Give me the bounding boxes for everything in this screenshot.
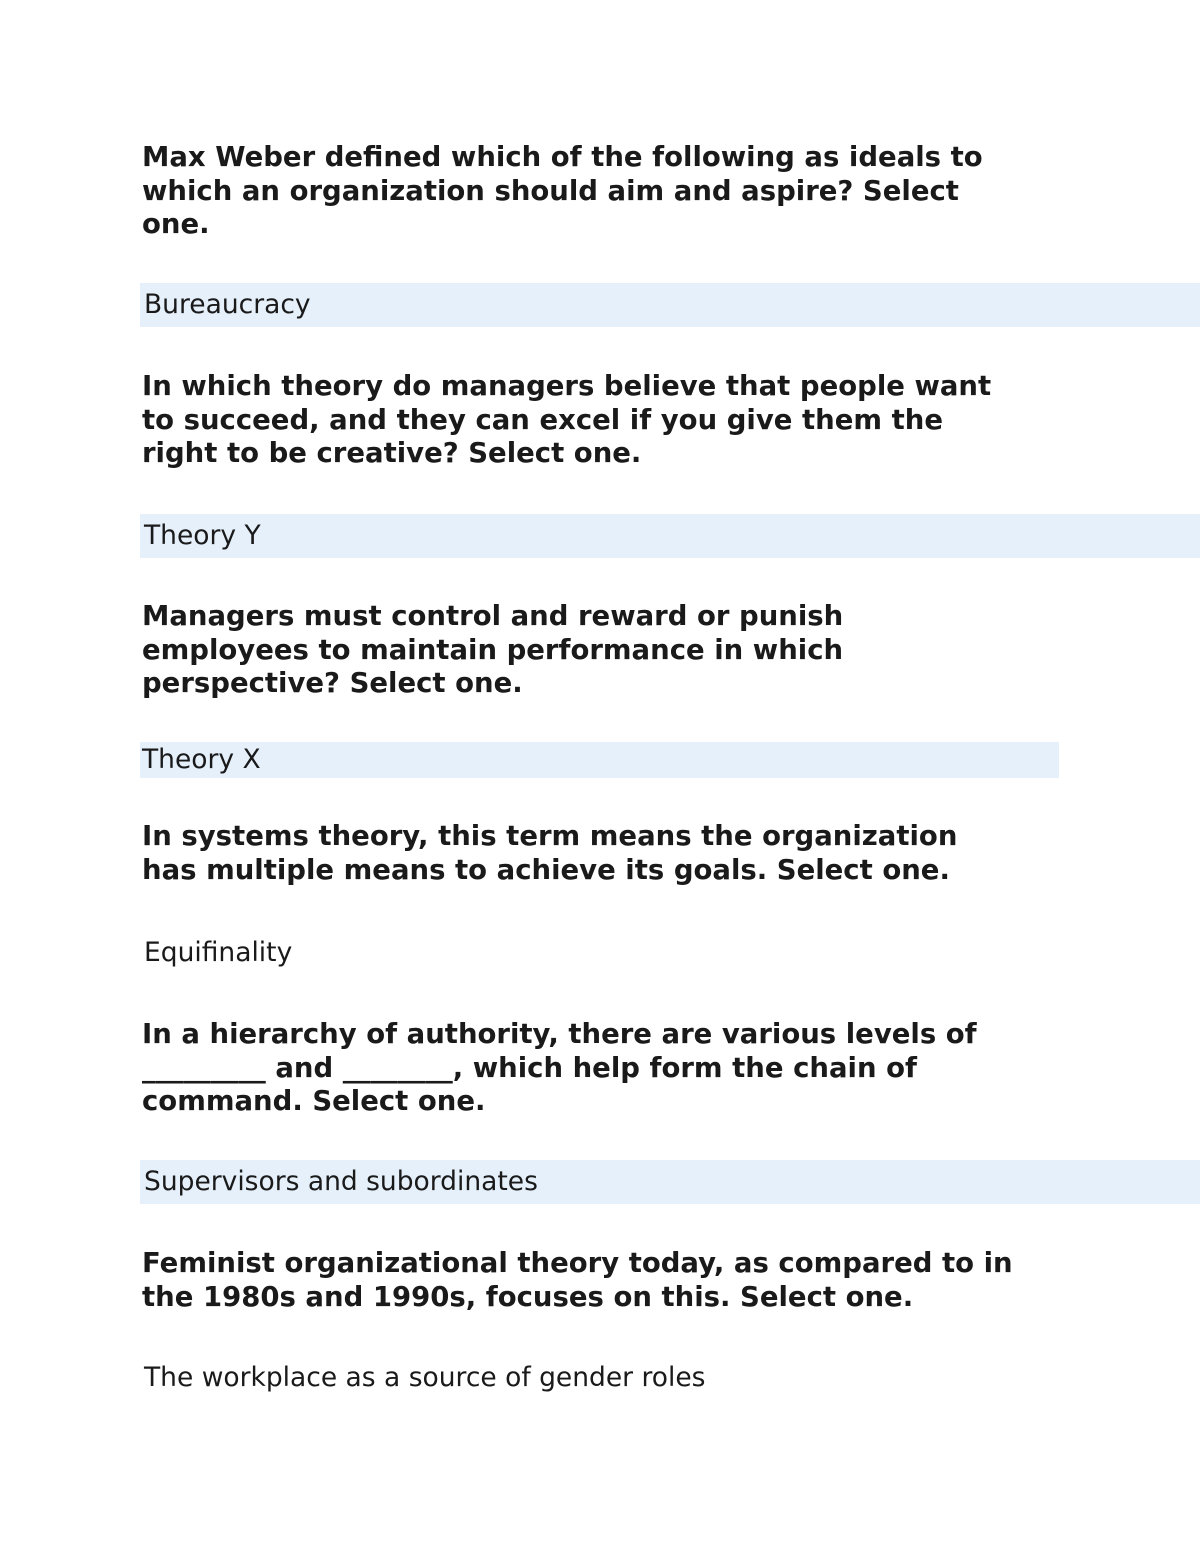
answer-text: Equifinality: [144, 937, 293, 968]
answer-text: Theory Y: [140, 514, 1200, 558]
question-text: Feminist organizational theory today, as compared to in the 1980s and 1990s, focuses on this. Select one.: [142, 1247, 1013, 1313]
answer-text: Theory X: [140, 742, 1059, 778]
answer-text: Supervisors and subordinates: [140, 1160, 1200, 1204]
question-text: In systems theory, this term means the organization has multiple means to achieve its goals. Select one.: [142, 820, 958, 886]
answer-text: Bureaucracy: [140, 283, 1200, 327]
question-text: Managers must control and reward or punish employees to maintain performance in which perspective? Select one.: [142, 600, 844, 699]
question-text: Max Weber defined which of the following as ideals to which an organization should aim and aspire? Select one.: [142, 141, 983, 240]
question-text: In a hierarchy of authority, there are various levels of _________ and ________, which help form the chain of command. Select one.: [142, 1018, 977, 1117]
answer-text: The workplace as a source of gender roles: [144, 1362, 706, 1393]
question-text: In which theory do managers believe that people want to succeed, and they can excel if you give them the right to be creative? Select one.: [142, 370, 992, 469]
